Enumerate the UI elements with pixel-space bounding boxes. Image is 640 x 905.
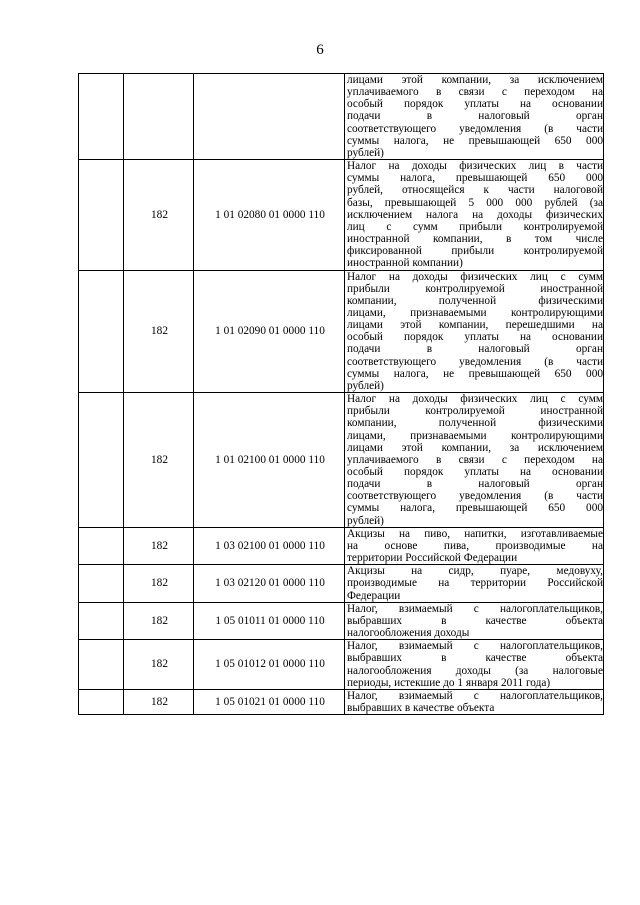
budget-classification-code-cell: 1 01 02090 01 0000 110 [194,270,345,393]
budget-classification-code-cell: 1 05 01011 01 0000 110 [194,602,345,639]
description-line: Налог, взимаемый с налогоплательщиков, [347,689,603,702]
admin-code-cell: 182 [124,689,194,714]
description-line: Налог на доходы физических лиц с сумм [347,393,603,406]
description-line: соответствующего уведомления (в части [347,490,603,503]
income-description-cell [345,527,604,564]
description-line: Налог, взимаемый с налогоплательщиков, [347,640,603,653]
description-line: Налог на доходы физических лиц с сумм [347,270,603,283]
description-line: прибыли контролируемой иностранной [347,282,603,295]
budget-classification-code-cell: 1 03 02100 01 0000 110 [194,527,345,564]
row-number-cell [79,160,124,270]
budget-classification-code-cell: 1 01 02100 01 0000 110 [194,393,345,528]
budget-classification-code-cell [194,74,345,160]
income-description-cell [345,74,604,160]
description-line: территории Российской Федерации [347,552,518,565]
description-line: выбравших в качестве объекта [347,701,495,714]
table-row [79,527,604,564]
budget-classification-code-cell: 1 03 02120 01 0000 110 [194,565,345,602]
description-line: Налог, взимаемый с налогоплательщиков, [347,602,603,615]
description-line: лицами этой компании, за исключением [347,441,603,454]
description-line: базы, превышающей 5 000 000 рублей (за [347,196,603,209]
budget-classification-code-cell: 1 05 01012 01 0000 110 [194,640,345,690]
description-line: лиц с сумм прибыли контролируемой [347,220,603,233]
description-line: особый порядок уплаты на основании [347,466,603,478]
table-row [79,393,604,528]
table-row [79,270,604,393]
income-description-cell [345,602,604,639]
description-line: суммы налога, превышающей 650 000 [347,502,603,515]
budget-classification-code-cell: 1 01 02080 01 0000 110 [194,160,345,270]
row-number-cell [79,565,124,602]
admin-code-cell: 182 [124,602,194,639]
description-line: суммы налога, не превышающей 650 000 [347,367,603,380]
description-line: компании, полученной физическими [347,417,603,430]
admin-code-cell: 182 [124,160,194,270]
row-number-cell [79,270,124,393]
description-line: рублей, относящейся к части налоговой [347,184,603,197]
description-line: периоды, истекшие до 1 января 2011 года) [347,676,551,689]
admin-code-cell: 182 [124,393,194,528]
description-line: суммы налога, превышающей 650 000 [347,172,603,185]
description-line: иностранной компании) [347,257,463,270]
description-line: выбравших в качестве объекта [347,652,603,665]
description-line: Акцизы на сидр, пуаре, медовуху, [347,565,603,578]
admin-code-cell: 182 [124,527,194,564]
row-number-cell [79,689,124,714]
description-line: прибыли контролируемой иностранной [347,405,603,418]
income-description-cell [345,640,604,690]
description-line: подачи в налоговый орган [347,478,603,491]
description-line: налогообложения доходы (за налоговые [347,664,603,677]
income-description-cell [345,565,604,602]
description-line: выбравших в качестве объекта [347,614,603,627]
description-line: Акцизы на пиво, напитки, изготавливаемые [347,527,603,540]
description-line: уплачиваемого в связи с переходом на [347,86,603,99]
row-number-cell [79,393,124,528]
budget-classification-code-cell: 1 05 01021 01 0000 110 [194,689,345,714]
description-line: подачи в налоговый орган [347,110,603,123]
description-line: лицами, признаваемыми контролирующими [347,429,603,442]
row-number-cell [79,74,124,160]
description-line: соответствующего уведомления (в части [347,122,603,135]
admin-code-cell [124,74,194,160]
income-description-cell [345,689,604,714]
page-number: 6 [316,42,324,58]
description-line: налогообложения доходы [347,627,470,640]
description-line: особый порядок уплаты на основании [347,98,603,111]
table-body [79,74,604,715]
description-line: иностранной компании, в том числе [347,233,603,246]
description-line: на основе пива, производимые на [347,539,603,552]
description-line: Налог на доходы физических лиц в части [347,160,603,173]
admin-code-cell: 182 [124,565,194,602]
description-line: уплачиваемого в связи с переходом на [347,453,603,466]
description-line: лицами, признаваемыми контролирующими [347,306,603,319]
description-line: компании, полученной физическими [347,294,603,307]
description-line: исключением налога на доходы физических [347,208,603,221]
description-line: производимые на территории Российской [347,577,603,590]
description-line: лицами этой компании, перешедшими на [347,319,603,332]
admin-code-cell: 182 [124,640,194,690]
row-number-cell [79,527,124,564]
description-line: соответствующего уведомления (в части [347,355,603,368]
budget-codes-table [78,73,604,715]
description-line: лицами этой компании, за исключением [347,74,603,86]
description-line: Федерации [347,589,401,602]
row-number-cell [79,640,124,690]
description-line: суммы налога, не превышающей 650 000 [347,134,603,147]
table-row [79,565,604,602]
description-line: особый порядок уплаты на основании [347,331,603,344]
table-row [79,160,604,270]
income-description-cell [345,270,604,393]
income-description-cell [345,393,604,528]
admin-code-cell: 182 [124,270,194,393]
table-row [79,74,604,160]
description-line: фиксированной прибыли контролируемой [347,245,603,258]
table-row [79,689,604,714]
description-line: рублей) [347,514,384,527]
table-row [79,602,604,639]
description-line: рублей) [347,146,384,159]
description-line: подачи в налоговый орган [347,343,603,356]
income-description-cell [345,160,604,270]
description-line: рублей) [347,379,384,392]
table-row [79,640,604,690]
row-number-cell [79,602,124,639]
